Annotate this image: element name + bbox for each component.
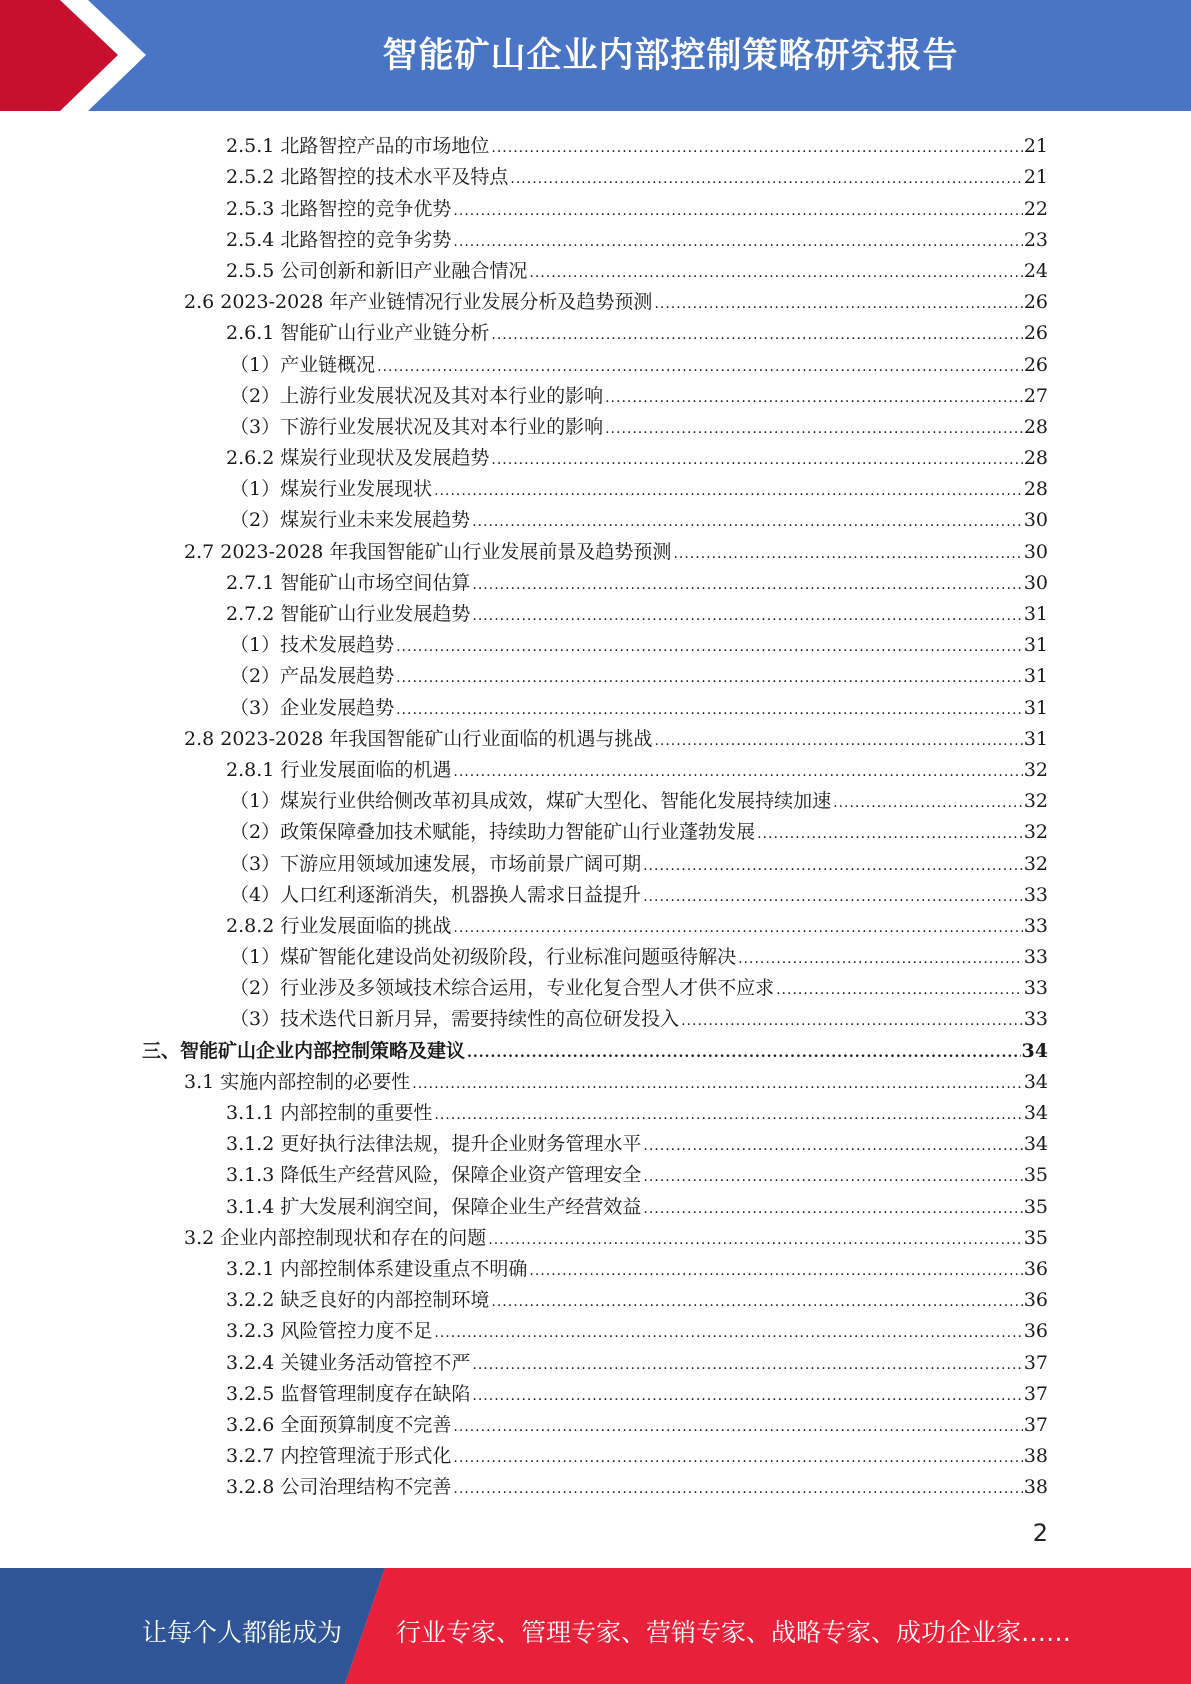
toc-entry[interactable] [0, 1219, 1191, 1250]
toc-entry-page: 31 [1023, 696, 1048, 719]
toc-entry-label: 2.5.1 北路智控产品的市场地位 [226, 135, 490, 158]
toc-entry-page: 31 [1023, 665, 1048, 688]
toc-entry[interactable] [0, 595, 1191, 626]
toc-entry-page: 26 [1023, 353, 1048, 376]
toc-entry[interactable] [0, 408, 1191, 439]
header-arrow-decoration [0, 0, 160, 111]
toc-dot-leader [491, 450, 1022, 470]
toc-dot-leader [491, 325, 1022, 345]
toc-entry[interactable] [0, 1375, 1191, 1406]
toc-dot-leader [510, 169, 1022, 189]
toc-entry-label: 2.5.3 北路智控的竞争优势 [226, 197, 452, 220]
toc-entry[interactable] [0, 127, 1191, 158]
toc-entry-label: （1）技术发展趋势 [230, 634, 395, 657]
table-of-contents [0, 127, 1191, 1499]
toc-dot-leader [434, 1323, 1022, 1343]
toc-entry-page: 34 [1021, 1039, 1048, 1062]
toc-entry-label: 3.1.3 降低生产经营风险，保障企业资产管理安全 [226, 1164, 642, 1187]
toc-entry-page: 30 [1023, 509, 1048, 532]
toc-dot-leader [453, 1479, 1022, 1499]
toc-entry-label: 3.2.5 监督管理制度存在缺陷 [226, 1382, 471, 1405]
toc-entry-page: 28 [1023, 447, 1048, 470]
toc-entry-page: 22 [1023, 197, 1048, 220]
toc-entry-label: （3）技术迭代日新月异，需要持续性的高位研发投入 [230, 1008, 680, 1031]
toc-entry-label: 2.5.5 公司创新和新旧产业融合情况 [226, 259, 528, 282]
toc-dot-leader [396, 637, 1023, 657]
toc-entry[interactable] [0, 1156, 1191, 1187]
toc-entry-page: 30 [1023, 540, 1048, 563]
toc-entry[interactable] [0, 813, 1191, 844]
toc-entry-label: 3.2.2 缺乏良好的内部控制环境 [226, 1289, 490, 1312]
toc-entry-page: 21 [1023, 166, 1048, 189]
toc-entry[interactable] [0, 221, 1191, 252]
toc-entry-page: 34 [1023, 1070, 1048, 1093]
toc-dot-leader [467, 1043, 1021, 1063]
toc-entry[interactable] [0, 1281, 1191, 1312]
toc-entry[interactable] [0, 688, 1191, 719]
toc-dot-leader [453, 1448, 1022, 1468]
toc-entry-label: 3.1.2 更好执行法律法规，提升企业财务管理水平 [226, 1133, 642, 1156]
toc-dot-leader [673, 544, 1022, 564]
toc-entry-label: 2.5.2 北路智控的技术水平及特点 [226, 166, 509, 189]
toc-dot-leader [472, 575, 1022, 595]
toc-entry[interactable] [0, 1094, 1191, 1125]
toc-entry[interactable] [0, 782, 1191, 813]
toc-entry-label: 3.2.8 公司治理结构不完善 [226, 1476, 452, 1499]
toc-entry-label: 3.1.1 内部控制的重要性 [226, 1102, 433, 1124]
toc-entry[interactable] [0, 470, 1191, 501]
toc-entry-page: 28 [1023, 478, 1048, 501]
toc-entry[interactable] [0, 283, 1191, 314]
toc-entry[interactable] [0, 501, 1191, 532]
toc-entry[interactable] [0, 158, 1191, 189]
toc-entry-page: 34 [1023, 1102, 1048, 1124]
toc-dot-leader [643, 1199, 1022, 1219]
toc-entry-label: （1）煤炭行业发展现状 [230, 478, 433, 501]
toc-entry[interactable] [0, 314, 1191, 345]
toc-entry-page: 21 [1023, 135, 1048, 158]
toc-entry[interactable] [0, 189, 1191, 220]
toc-entry-label: （2）行业涉及多领域技术综合运用，专业化复合型人才供不应求 [230, 977, 775, 1000]
toc-dot-leader [643, 1136, 1022, 1156]
toc-dot-leader [833, 793, 1023, 813]
toc-entry-page: 24 [1023, 259, 1048, 282]
toc-dot-leader [453, 1417, 1022, 1437]
toc-entry-page: 26 [1023, 322, 1048, 345]
footer-slogan-left: 让每个人都能成为 [142, 1618, 343, 1647]
toc-entry-label: 3.2.6 全面预算制度不完善 [226, 1413, 452, 1436]
toc-entry[interactable] [0, 564, 1191, 595]
toc-entry[interactable] [0, 876, 1191, 907]
toc-entry[interactable] [0, 1000, 1191, 1031]
toc-entry-label: （2）产品发展趋势 [230, 665, 395, 688]
toc-dot-leader [453, 918, 1022, 938]
toc-dot-leader [776, 980, 1023, 1000]
toc-entry-label: 三、智能矿山企业内部控制策略及建议 [142, 1039, 466, 1062]
toc-entry[interactable] [0, 1468, 1191, 1499]
toc-entry[interactable] [0, 1406, 1191, 1437]
toc-entry-page: 32 [1023, 790, 1048, 813]
toc-dot-leader [453, 232, 1022, 252]
page-number: 2 [1032, 1519, 1048, 1547]
toc-entry-label: 3.2.1 内部控制体系建设重点不明确 [226, 1257, 528, 1280]
toc-entry-page: 38 [1023, 1476, 1048, 1499]
toc-entry-page: 31 [1023, 727, 1048, 750]
footer-slogan-right: 行业专家、管理专家、营销专家、战略专家、成功企业家…… [396, 1618, 1072, 1647]
toc-dot-leader [472, 606, 1022, 626]
toc-entry-page: 32 [1023, 758, 1048, 781]
toc-dot-leader [643, 856, 1023, 876]
toc-entry-label: （2）煤炭行业未来发展趋势 [230, 509, 471, 532]
toc-entry-page: 31 [1023, 603, 1048, 625]
toc-entry[interactable] [0, 907, 1191, 938]
toc-entry-page: 30 [1023, 571, 1048, 594]
toc-entry-label: 2.6.2 煤炭行业现状及发展趋势 [226, 447, 490, 470]
toc-entry-label: （1）煤炭行业供给侧改革初具成效，煤矿大型化、智能化发展持续加速 [230, 790, 832, 813]
toc-dot-leader [472, 1355, 1022, 1375]
toc-dot-leader [377, 357, 1023, 377]
toc-entry-label: （3）下游应用领域加速发展，市场前景广阔可期 [230, 852, 642, 875]
toc-entry-label: （1）产业链概况 [230, 353, 376, 376]
toc-entry[interactable] [0, 1063, 1191, 1094]
toc-entry-label: 2.6 2023-2028 年产业链情况行业发展分析及趋势预测 [184, 291, 653, 314]
toc-dot-leader [453, 762, 1022, 782]
toc-entry-page: 27 [1023, 384, 1048, 407]
toc-entry-label: 3.2.3 风险管控力度不足 [226, 1320, 433, 1343]
toc-entry-label: 3.2.4 关键业务活动管控不严 [226, 1351, 471, 1374]
toc-entry[interactable] [0, 1250, 1191, 1281]
toc-entry-label: 3.2.7 内控管理流于形式化 [226, 1445, 452, 1468]
toc-entry-page: 34 [1023, 1133, 1048, 1156]
toc-entry[interactable] [0, 252, 1191, 283]
toc-entry[interactable] [0, 657, 1191, 688]
toc-entry-page: 23 [1023, 228, 1048, 251]
toc-entry[interactable] [0, 626, 1191, 657]
toc-entry-page: 33 [1023, 883, 1048, 906]
toc-dot-leader [412, 1074, 1023, 1094]
toc-entry-page: 36 [1023, 1257, 1048, 1280]
toc-entry-label: 2.8 2023-2028 年我国智能矿山行业面临的机遇与挑战 [184, 727, 653, 750]
toc-entry-page: 33 [1023, 946, 1048, 969]
toc-entry-page: 32 [1023, 821, 1048, 844]
toc-entry-page: 36 [1023, 1289, 1048, 1312]
toc-entry[interactable] [0, 1187, 1191, 1218]
toc-dot-leader [488, 1230, 1023, 1250]
toc-entry-page: 26 [1023, 291, 1048, 314]
toc-entry-page: 36 [1023, 1320, 1048, 1343]
toc-dot-leader [738, 949, 1023, 969]
report-title: 智能矿山企业内部控制策略研究报告 [382, 36, 959, 76]
toc-entry[interactable] [0, 1125, 1191, 1156]
toc-dot-leader [529, 1261, 1022, 1281]
toc-entry-label: （3）企业发展趋势 [230, 696, 395, 719]
toc-dot-leader [681, 1011, 1023, 1031]
toc-entry[interactable] [0, 720, 1191, 751]
toc-entry[interactable] [0, 1437, 1191, 1468]
toc-entry[interactable] [0, 938, 1191, 969]
toc-entry-label: （2）政策保障叠加技术赋能，持续助力智能矿山行业蓬勃发展 [230, 821, 756, 844]
toc-entry-label: 2.5.4 北路智控的竞争劣势 [226, 228, 452, 251]
toc-entry[interactable] [0, 532, 1191, 563]
toc-entry-page: 33 [1023, 914, 1048, 937]
toc-dot-leader [605, 419, 1023, 439]
toc-dot-leader [654, 294, 1022, 314]
toc-entry-label: 2.8.2 行业发展面临的挑战 [226, 914, 452, 937]
toc-entry[interactable] [0, 1031, 1191, 1062]
toc-entry[interactable] [0, 439, 1191, 470]
toc-entry-page: 37 [1023, 1351, 1048, 1374]
toc-entry[interactable] [0, 1312, 1191, 1343]
toc-dot-leader [491, 1292, 1022, 1312]
toc-entry-label: 2.8.1 行业发展面临的机遇 [226, 758, 452, 781]
toc-entry-page: 35 [1023, 1195, 1048, 1218]
toc-entry[interactable] [0, 1343, 1191, 1374]
toc-entry[interactable] [0, 377, 1191, 408]
toc-entry[interactable] [0, 969, 1191, 1000]
toc-dot-leader [643, 887, 1023, 907]
toc-entry-page: 35 [1023, 1226, 1048, 1249]
page-header [0, 0, 1191, 111]
toc-dot-leader [396, 668, 1023, 688]
toc-entry[interactable] [0, 844, 1191, 875]
toc-dot-leader [529, 263, 1022, 283]
toc-entry-page: 35 [1023, 1164, 1048, 1187]
toc-dot-leader [491, 138, 1022, 158]
toc-entry-label: 2.7.2 智能矿山行业发展趋势 [226, 603, 471, 625]
toc-entry-page: 37 [1023, 1382, 1048, 1405]
toc-dot-leader [396, 700, 1023, 720]
toc-entry-page: 37 [1023, 1413, 1048, 1436]
toc-entry-label: 3.1.4 扩大发展利润空间，保障企业生产经营效益 [226, 1195, 642, 1218]
toc-entry-label: 3.2 企业内部控制现状和存在的问题 [184, 1226, 487, 1249]
toc-entry-label: （2）上游行业发展状况及其对本行业的影响 [230, 384, 604, 407]
toc-dot-leader [643, 1167, 1022, 1187]
toc-dot-leader [605, 388, 1023, 408]
toc-dot-leader [434, 1105, 1022, 1125]
toc-dot-leader [472, 512, 1023, 532]
toc-dot-leader [434, 481, 1023, 501]
toc-entry-page: 32 [1023, 852, 1048, 875]
toc-dot-leader [453, 201, 1022, 221]
toc-dot-leader [757, 824, 1023, 844]
toc-entry-page: 31 [1023, 634, 1048, 657]
toc-entry-label: 2.7.1 智能矿山市场空间估算 [226, 571, 471, 594]
toc-entry-label: （1）煤矿智能化建设尚处初级阶段，行业标准问题亟待解决 [230, 946, 737, 969]
toc-dot-leader [654, 731, 1022, 751]
toc-entry-label: （3）下游行业发展状况及其对本行业的影响 [230, 415, 604, 438]
toc-entry-page: 33 [1023, 977, 1048, 1000]
page-footer [0, 1568, 1191, 1684]
toc-dot-leader [472, 1386, 1022, 1406]
toc-entry[interactable] [0, 345, 1191, 376]
toc-entry[interactable] [0, 751, 1191, 782]
toc-entry-label: 3.1 实施内部控制的必要性 [184, 1070, 411, 1093]
toc-entry-label: 2.7 2023-2028 年我国智能矿山行业发展前景及趋势预测 [184, 540, 672, 563]
toc-entry-page: 38 [1023, 1445, 1048, 1468]
toc-entry-label: 2.6.1 智能矿山行业产业链分析 [226, 322, 490, 345]
toc-entry-label: （4）人口红利逐渐消失，机器换人需求日益提升 [230, 883, 642, 906]
toc-entry-page: 28 [1023, 415, 1048, 438]
toc-entry-page: 33 [1023, 1008, 1048, 1031]
